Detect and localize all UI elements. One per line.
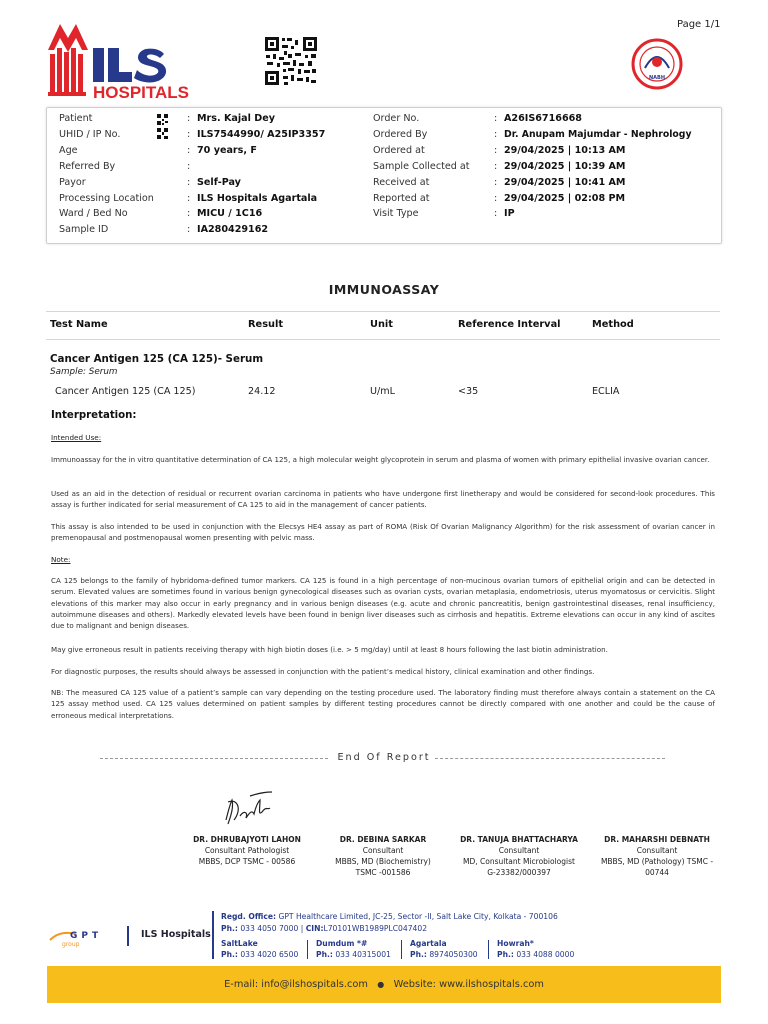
branch-name: Dumdum *# [316, 939, 368, 948]
footer-hospital-name: ILS Hospitals [141, 929, 211, 940]
registered-office [221, 911, 558, 922]
signatory-qualification: MBBS, DCP TSMC - 00586 [198, 857, 296, 866]
branch-phone: 033 40315001 [335, 950, 391, 959]
signatory-role: Consultant [636, 846, 678, 855]
header-method: Method [592, 319, 634, 330]
nabh-text: NABH [648, 75, 666, 81]
signatory-name: DR. MAHARSHI DEBNATH [604, 835, 710, 844]
footer-address-bar [212, 911, 214, 959]
branch-phone: 033 4020 6500 [240, 950, 299, 959]
branch-howrah: Howrah* Ph.: 033 4088 0000 [497, 939, 575, 959]
signatory-4 [582, 834, 732, 878]
nabh-accreditation-seal [631, 38, 683, 90]
patient-qr-icon [157, 114, 168, 125]
patient-name: Mrs. Kajal Dey [197, 113, 275, 124]
note-paragraph-4: NB: The measured CA 125 value of a patient’s sample can vary depending on the testing procedure used. The laboratory finding must therefore always contain a statement on the CA 125 assay method used. CA 125 values determined on patient samples by different testing procedures cannot be directly compared with one another and could be the cause of erroneous medical interpretations. [51, 688, 715, 720]
page-number: Page 1/1 [677, 19, 721, 30]
regd-address: GPT Healthcare Limited, JC-25, Sector -II, Salt Lake City, Kolkata - 700106 [278, 912, 558, 921]
branch-agartala: Agartala Ph.: 8974050300 [410, 939, 478, 959]
row-test-name: Cancer Antigen 125 (CA 125) [55, 386, 196, 397]
phone-label: Ph.: [221, 924, 238, 933]
ward-bed-value: MICU / 1C16 [197, 208, 263, 219]
row-result: 24.12 [248, 386, 276, 397]
processing-location-value: ILS Hospitals Agartala [197, 193, 318, 204]
email-link[interactable]: info@ilshospitals.com [261, 979, 368, 990]
header-test-name: Test Name [50, 319, 108, 330]
table-top-divider [46, 311, 720, 312]
cin-number: L70101WB1989PLC047402 [323, 924, 428, 933]
sample-collected-label: Sample Collected at [373, 161, 470, 172]
end-of-report: End Of Report [337, 752, 431, 763]
branch-saltlake: SaltLake Ph.: 033 4020 6500 [221, 939, 299, 959]
signatory-registration: G-23382/000397 [487, 868, 551, 877]
main-phone: 033 4050 7000 [240, 924, 299, 933]
payor-label: Payor [59, 177, 86, 188]
ordered-at-value: 29/04/2025 | 10:13 AM [504, 145, 626, 156]
ordered-by-value: Dr. Anupam Majumdar - Nephrology [504, 129, 692, 140]
row-method: ECLIA [592, 386, 620, 397]
gpt-group-logo [48, 924, 128, 950]
referred-by-label: Referred By [59, 161, 116, 172]
uhid-label: UHID / IP No. [59, 129, 121, 140]
received-at-label: Received at [373, 177, 430, 188]
payor-value: Self-Pay [197, 177, 241, 188]
uhid-qr-icon [157, 128, 168, 139]
website-label: Website: [393, 979, 436, 990]
ordered-by-label: Ordered By [373, 129, 428, 140]
order-no-value: A26IS6716668 [504, 113, 582, 124]
branch-name: SaltLake [221, 939, 258, 948]
age-label: Age [59, 145, 78, 156]
note-paragraph-2: May give erroneous result in patients receiving therapy with high biotin doses (i.e. > 5 mg/day) until at least 8 hours following the last biotin administration. [51, 645, 608, 654]
cin-label: CIN: [305, 924, 324, 933]
test-group-name: Cancer Antigen 125 (CA 125)- Serum [50, 353, 264, 365]
intended-use-paragraph-3: This assay is also intended to be used in conjunction with the Elecsys HE4 assay as part of ROMA (Risk Of Ovarian Malignancy Algorithm) for the risk assessment of ovarian cancer in premenopausal and postmenopausal women presenting with pelvic mass. [51, 522, 715, 543]
email-label: E-mail: [224, 979, 259, 990]
signatory-role: Consultant [362, 846, 404, 855]
signatory-name: DR. DHRUBAJYOTI LAHON [193, 835, 301, 844]
intended-use-paragraph-2: Used as an aid in the detection of residual or recurrent ovarian carcinoma in patients who have undergone first linetherapy and would be considered for second-look procedures. This assay is further indicated for serial measurement of CA 125 to aid in the management of cancer patients. [51, 489, 715, 510]
reported-at-value: 29/04/2025 | 02:08 PM [504, 193, 626, 204]
footer-divider [127, 926, 129, 946]
uhid-value: ILS7544990/ A25IP3357 [197, 129, 326, 140]
branch-name: Howrah* [497, 939, 534, 948]
age-value: 70 years, F [197, 145, 257, 156]
gpt-logo-text: GPT [70, 931, 103, 941]
signatory-registration: 00744 [645, 868, 669, 877]
bullet-separator: ● [377, 980, 385, 989]
branch-dumdum: Dumdum *# Ph.: 033 40315001 [316, 939, 391, 959]
visit-type-label: Visit Type [373, 208, 419, 219]
end-report-line-right [435, 758, 665, 759]
sample-id-label: Sample ID [59, 224, 109, 235]
pathologist-signature [220, 790, 280, 830]
ils-hospitals-logo [46, 22, 236, 100]
website-link[interactable]: www.ilshospitals.com [439, 979, 544, 990]
signatory-role: Consultant Pathologist [204, 846, 290, 855]
patient-label: Patient [59, 113, 93, 124]
interpretation-title: Interpretation: [51, 410, 137, 421]
main-phone-line: Ph.: 033 4050 7000 | CIN:L70101WB1989PLC047402 [221, 924, 428, 933]
signatory-1 [172, 834, 322, 867]
signatory-name: DR. TANUJA BHATTACHARYA [460, 835, 578, 844]
order-no-label: Order No. [373, 113, 420, 124]
header-reference-interval: Reference Interval [458, 319, 561, 330]
header-unit: Unit [370, 319, 393, 330]
gpt-group-text: group [62, 941, 80, 948]
patient-info-box [46, 107, 722, 244]
row-reference-interval: <35 [458, 386, 479, 397]
visit-type-value: IP [504, 208, 515, 219]
table-header-divider [46, 339, 720, 340]
note-paragraph-1: CA 125 belongs to the family of hybridoma-defined tumor markers. CA 125 is found in a high percentage of non-mucinous ovarian tumors of epithelial origin and can be detected in serum. Elevated values are sometimes found in various benign gynecological diseases such as ovarian cysts, ovarian metaplasia, endometriosis, uterus myomatosus or cervicitis. Slight elevations of this marker may also occur in early pregnancy and in various benign diseases (e.g. acute and chronic pancreatitis, benign gastrointestinal diseases, renal insufficiency, autoimmune diseases and others). Markedly elevated levels have been found in benign liver diseases such as cirrhosis and hepatitis. Extreme elevations can occur in any kind of ascites due to malignant and benign diseases. [51, 576, 715, 631]
processing-location-label: Processing Location [59, 193, 154, 204]
branch-phone: 8974050300 [429, 950, 478, 959]
logo-subtext: HOSPITALS [93, 83, 190, 100]
ward-bed-label: Ward / Bed No [59, 208, 128, 219]
received-at-value: 29/04/2025 | 10:41 AM [504, 177, 626, 188]
signatory-qualification: MBBS, MD (Pathology) TSMC - [600, 857, 714, 866]
signatory-qualification: MD, Consultant Microbiologist [463, 857, 575, 866]
sample-collected-value: 29/04/2025 | 10:39 AM [504, 161, 626, 172]
signatory-qualification: MBBS, MD (Biochemistry) [335, 857, 431, 866]
intended-use-paragraph-1: Immunoassay for the in vitro quantitative determination of CA 125, a high molecular weight glycoprotein in serum and plasma of women with primary epithelial invasive ovarian cancer. [51, 455, 710, 464]
branch-phone: 033 4088 0000 [516, 950, 575, 959]
signatory-3 [444, 834, 594, 878]
contact-banner-text [47, 966, 721, 1003]
signatory-registration: TSMC -001586 [355, 868, 411, 877]
reported-at-label: Reported at [373, 193, 430, 204]
sample-id-value: IA280429162 [197, 224, 269, 235]
note-paragraph-3: For diagnostic purposes, the results should always be assessed in conjunction with the patient’s medical history, clinical examination and other findings. [51, 667, 595, 676]
branch-name: Agartala [410, 939, 447, 948]
row-unit: U/mL [370, 386, 395, 397]
signatory-2 [308, 834, 458, 878]
intended-use-heading: Intended Use: [51, 433, 102, 442]
section-title: IMMUNOASSAY [328, 282, 440, 297]
signatory-role: Consultant [498, 846, 540, 855]
qr-code-icon [264, 36, 318, 86]
ordered-at-label: Ordered at [373, 145, 425, 156]
signatory-name: DR. DEBINA SARKAR [339, 835, 427, 844]
regd-label: Regd. Office: [221, 912, 277, 921]
sample-type: Sample: Serum [50, 367, 118, 377]
header-result: Result [248, 319, 284, 330]
note-heading: Note: [51, 555, 71, 564]
